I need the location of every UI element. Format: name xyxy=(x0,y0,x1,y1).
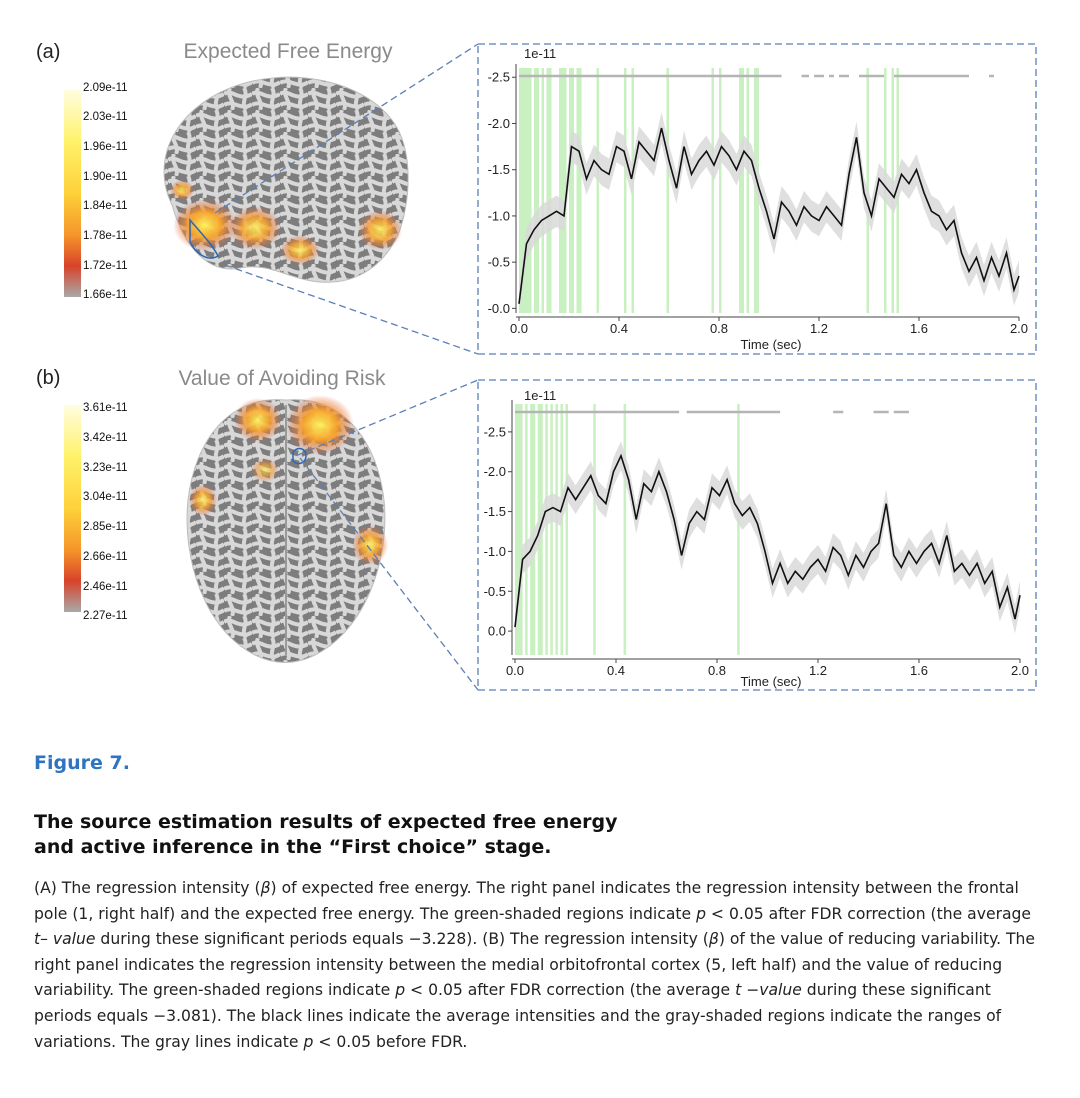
colorbar-a-tick: 1.90e-11 xyxy=(83,171,128,183)
colorbar-a-tick: 2.03e-11 xyxy=(83,111,128,123)
caption-text: < 0.05 before FDR. xyxy=(313,1032,468,1051)
panel-a-label: (a) xyxy=(36,41,61,63)
caption-text: ) of expected free energy. The right panel indicates the regression intensity between the frontal pole (1, right half) and the expected free energy. The green-shaded regions indicate xyxy=(34,879,1019,923)
colorbar-a-tick: 2.09e-11 xyxy=(83,82,128,94)
caption-text: ) of the value of reducing variability. The right panel indicates the regression intensity between the medial orbitofrontal cortex (5, left half) and the value of reducing variability. The green-shaded regions indicate xyxy=(34,930,1036,1000)
panel-b-label: (b) xyxy=(36,367,61,389)
caption-text: < 0.05 after FDR correction (the average xyxy=(405,981,736,1000)
variation-band-a xyxy=(519,112,1019,313)
significant-region-a-2 xyxy=(534,68,539,313)
y-tick-label-a: -0.0 xyxy=(487,300,510,316)
significant-region-a-10 xyxy=(597,68,600,313)
significant-region-a-17 xyxy=(747,68,750,313)
chart-b xyxy=(484,388,1029,689)
axes-b xyxy=(512,400,1020,659)
y-tick-label-b: -2.5 xyxy=(483,424,506,440)
x-tick-label-b: 0.4 xyxy=(606,663,626,678)
significant-region-a-9 xyxy=(577,68,582,313)
panel-b-title: Value of Avoiding Risk xyxy=(178,367,386,390)
colorbar-b-tick: 3.04e-11 xyxy=(83,491,128,503)
y-tick-label-b: -0.5 xyxy=(483,583,506,599)
figure-label[interactable]: Figure 7. xyxy=(34,752,130,774)
colorbar-a-tick: 1.96e-11 xyxy=(83,141,128,153)
significant-region-b-2 xyxy=(525,404,528,655)
significant-region-a-4 xyxy=(547,68,550,313)
y-tick-label-a: -1.0 xyxy=(487,208,510,224)
x-tick-label-a: 0.0 xyxy=(509,321,529,336)
x-tick-label-a: 2.0 xyxy=(1009,321,1029,336)
significant-region-b-11 xyxy=(624,404,627,655)
figure-title: The source estimation results of expected free energy and active inference in the “First choice” stage. xyxy=(34,811,618,858)
panel-a-title: Expected Free Energy xyxy=(183,40,393,63)
x-tick-label-b: 2.0 xyxy=(1010,663,1030,678)
significant-region-a-3 xyxy=(542,68,545,313)
panel-a xyxy=(36,40,1036,354)
band-layer-a xyxy=(519,112,1019,313)
y-tick-label-b: 0.0 xyxy=(487,623,506,639)
x-tick-label-b: 1.2 xyxy=(808,663,828,678)
caption-text: during these significant periods equals −3.228). (B) The regression intensity ( xyxy=(95,930,709,949)
y-tick-label-a: -2.5 xyxy=(487,69,510,85)
colorbar-b-tick: 3.42e-11 xyxy=(83,432,128,444)
sig-layer-a xyxy=(519,68,899,313)
y-tick-label-b: -2.0 xyxy=(483,464,506,480)
zoom-connector-b xyxy=(298,380,1036,690)
colorbar-b-tick: 2.46e-11 xyxy=(83,581,128,593)
y-tick-label-a: -2.0 xyxy=(487,115,510,131)
chart-a-xlabel: Time (sec) xyxy=(740,337,802,352)
y-tick-label-b: -1.0 xyxy=(483,543,506,559)
band-layer-b xyxy=(515,442,1020,642)
colorbar-b-tick: 2.27e-11 xyxy=(83,610,128,622)
colorbar-a xyxy=(64,82,128,301)
y-tick-label-a: -0.5 xyxy=(487,254,510,270)
significant-region-b-7 xyxy=(555,404,558,655)
caption-text: during these significant periods equals −3.081). The black lines indicate the average intensities and the gray-shaded regions indicate the ranges of variations. The gray lines indicate xyxy=(34,981,1002,1051)
axes-a xyxy=(516,64,1019,317)
significant-region-a-11 xyxy=(624,68,627,313)
caption-beta-symbol: β xyxy=(260,879,271,897)
significant-region-b-1 xyxy=(518,404,523,655)
significant-region-a-13 xyxy=(667,68,670,313)
significant-region-a-6 xyxy=(559,68,562,313)
x-tick-label-b: 0.0 xyxy=(505,663,525,678)
x-tick-label-a: 0.4 xyxy=(609,321,629,336)
significant-region-b-9 xyxy=(566,404,569,655)
caption-p-symbol: p xyxy=(395,981,406,1000)
colorbar-a-gradient xyxy=(64,90,81,297)
chart-a-multiplier: 1e-11 xyxy=(524,46,557,61)
x-tick-label-a: 1.6 xyxy=(909,321,929,336)
significant-region-a-8 xyxy=(569,68,574,313)
colorbar-a-tick: 1.78e-11 xyxy=(83,230,128,242)
significant-region-a-16 xyxy=(739,68,744,313)
variation-band-b xyxy=(515,442,1020,642)
x-tick-label-a: 0.8 xyxy=(709,321,729,336)
colorbar-b-tick: 3.61e-11 xyxy=(83,402,128,414)
colorbar-a-tick: 1.66e-11 xyxy=(83,289,128,301)
significant-region-b-8 xyxy=(560,404,563,655)
caption-p-symbol: p xyxy=(303,1032,314,1051)
colorbar-b-gradient xyxy=(64,405,81,612)
caption-t-value: t– value xyxy=(34,930,96,949)
colorbar-b-tick: 2.66e-11 xyxy=(83,551,128,563)
significant-region-b-12 xyxy=(737,404,740,655)
caption-text: (A) The regression intensity ( xyxy=(34,879,261,897)
colorbar-b xyxy=(64,402,128,622)
colorbar-a-tick: 1.72e-11 xyxy=(83,260,128,272)
chart-b-xlabel: Time (sec) xyxy=(740,674,802,689)
significant-region-b-10 xyxy=(593,404,596,655)
chart-b-multiplier: 1e-11 xyxy=(524,388,557,403)
colorbar-b-tick: 3.23e-11 xyxy=(83,462,128,474)
figure-description xyxy=(34,876,1049,1055)
x-tick-label-b: 0.8 xyxy=(707,663,727,678)
chart-a xyxy=(488,46,1028,352)
panel-b xyxy=(36,367,1036,690)
significant-region-b-5 xyxy=(545,404,548,655)
caption-p-symbol: p xyxy=(696,904,706,923)
significant-region-a-5 xyxy=(549,68,552,313)
colorbar-b-tick: 2.85e-11 xyxy=(83,521,128,533)
figure-caption xyxy=(34,752,1049,1055)
caption-beta-symbol: β xyxy=(708,930,719,949)
significant-region-b-6 xyxy=(550,404,553,655)
x-tick-label-a: 1.2 xyxy=(809,321,829,336)
y-tick-label-a: -1.5 xyxy=(487,162,510,178)
caption-t-value: t −value xyxy=(735,981,802,1000)
y-tick-label-b: -1.5 xyxy=(483,504,506,520)
brain-lateral-image xyxy=(164,77,408,282)
sig-layer-b xyxy=(515,404,740,655)
x-tick-label-b: 1.6 xyxy=(909,663,929,678)
caption-text: < 0.05 after FDR correction (the average xyxy=(705,904,1032,923)
significant-region-a-15 xyxy=(719,68,722,313)
brain-ventral-image xyxy=(187,395,388,663)
colorbar-a-tick: 1.84e-11 xyxy=(83,200,128,212)
significant-region-a-14 xyxy=(712,68,715,313)
